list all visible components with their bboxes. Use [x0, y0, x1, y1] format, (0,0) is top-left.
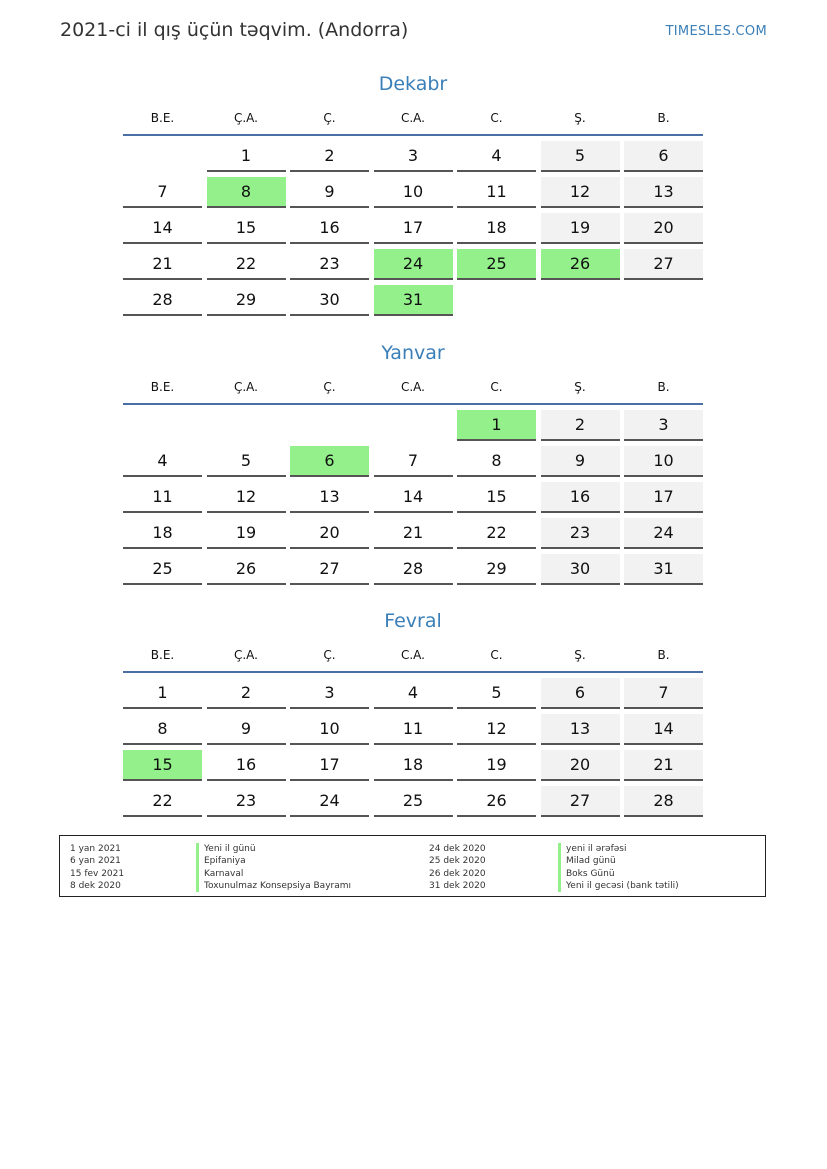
legend-holiday-name: Boks Günü [558, 868, 679, 880]
day-cell: 7 [624, 678, 703, 709]
page-title: 2021-ci il qış üçün təqvim. (Andorra) [60, 19, 409, 41]
day-cell: 20 [290, 518, 369, 549]
day-cell: 16 [290, 213, 369, 244]
legend-date: 6 yan 2021 [70, 856, 121, 867]
day-cell: 19 [457, 750, 536, 781]
weekday-label: C.A. [400, 111, 425, 125]
weekday-label: C.A. [400, 380, 425, 394]
day-cell: 13 [290, 482, 369, 513]
legend-dates-left [70, 843, 124, 892]
legend-date: 26 dek 2020 [429, 868, 486, 879]
legend-holiday-name: Yeni il gecəsi (bank tətili) [558, 880, 679, 892]
day-cell: 13 [624, 177, 703, 208]
day-cell: 2 [207, 678, 286, 709]
legend-names-right [558, 843, 679, 892]
weekday-label: B.E. [150, 380, 175, 394]
weekday-label: Ç. [323, 380, 336, 394]
day-cell: 12 [541, 177, 620, 208]
day-cell: 6 [624, 141, 703, 172]
day-cell: 4 [123, 446, 202, 477]
day-cell: 30 [541, 554, 620, 585]
brand-link[interactable]: TIMESLES.COM [665, 24, 767, 39]
day-cell: 14 [374, 482, 453, 513]
holiday-day-cell: 1 [457, 410, 536, 441]
day-cell: 18 [457, 213, 536, 244]
day-cell: 13 [541, 714, 620, 745]
day-cell: 4 [457, 141, 536, 172]
day-cell: 28 [374, 554, 453, 585]
weekday-label: Ç. [323, 111, 336, 125]
day-cell: 23 [207, 786, 286, 817]
day-cell: 21 [374, 518, 453, 549]
legend-holiday-name: Toxunulmaz Konsepsiya Bayramı [196, 880, 351, 892]
day-cell: 30 [290, 285, 369, 316]
day-cell: 10 [374, 177, 453, 208]
day-cell: 8 [123, 714, 202, 745]
month-january [123, 340, 703, 585]
weekday-header [123, 644, 703, 666]
day-cell: 14 [123, 213, 202, 244]
day-cell: 11 [374, 714, 453, 745]
empty-cell [374, 410, 453, 439]
day-cell: 18 [374, 750, 453, 781]
empty-cell [541, 285, 620, 314]
day-cell: 3 [374, 141, 453, 172]
day-cell: 15 [207, 213, 286, 244]
month-name: Fevral [384, 610, 442, 632]
day-cell: 26 [457, 786, 536, 817]
day-cell: 11 [123, 482, 202, 513]
day-cell: 14 [624, 714, 703, 745]
day-cell: 22 [123, 786, 202, 817]
month-december [123, 71, 703, 316]
day-cell: 21 [123, 249, 202, 280]
legend-holiday-name: Milad günü [558, 855, 679, 867]
holiday-day-cell: 6 [290, 446, 369, 477]
legend-date: 24 dek 2020 [429, 844, 486, 854]
day-cell: 18 [123, 518, 202, 549]
day-cell: 10 [290, 714, 369, 745]
weekday-label: Ç.A. [233, 380, 258, 394]
day-cell: 25 [123, 554, 202, 585]
day-cell: 23 [541, 518, 620, 549]
day-cell: 5 [541, 141, 620, 172]
empty-cell [457, 285, 536, 314]
weekday-label: Ş. [574, 111, 586, 125]
day-cell: 21 [624, 750, 703, 781]
holiday-day-cell: 25 [457, 249, 536, 280]
day-cell: 5 [457, 678, 536, 709]
day-cell: 4 [374, 678, 453, 709]
day-cell: 28 [123, 285, 202, 316]
day-cell: 11 [457, 177, 536, 208]
weekday-label: Ş. [574, 648, 586, 662]
legend-date: 1 yan 2021 [70, 844, 121, 854]
day-cell: 23 [290, 249, 369, 280]
weekday-label: Ç.A. [233, 648, 258, 662]
legend-dates-right [429, 843, 486, 892]
day-cell: 26 [207, 554, 286, 585]
day-grid [123, 141, 703, 316]
day-grid [123, 410, 703, 585]
legend-holiday-name: Epifaniya [196, 855, 351, 867]
header-rule [123, 671, 703, 673]
day-cell: 8 [457, 446, 536, 477]
day-cell: 9 [541, 446, 620, 477]
day-cell: 24 [624, 518, 703, 549]
day-cell: 12 [457, 714, 536, 745]
day-cell: 2 [541, 410, 620, 441]
day-cell: 22 [207, 249, 286, 280]
holiday-day-cell: 24 [374, 249, 453, 280]
day-cell: 27 [624, 249, 703, 280]
day-cell: 9 [290, 177, 369, 208]
legend-date: 15 fev 2021 [70, 868, 125, 879]
weekday-label: B. [657, 380, 670, 394]
month-february [123, 608, 703, 817]
day-cell: 9 [207, 714, 286, 745]
day-cell: 28 [624, 786, 703, 817]
day-cell: 19 [541, 213, 620, 244]
empty-cell [207, 410, 286, 439]
weekday-header [123, 376, 703, 398]
day-cell: 16 [207, 750, 286, 781]
day-cell: 12 [207, 482, 286, 513]
day-cell: 29 [457, 554, 536, 585]
holiday-day-cell: 31 [374, 285, 453, 316]
day-cell: 3 [624, 410, 703, 441]
day-cell: 25 [374, 786, 453, 817]
day-cell: 6 [541, 678, 620, 709]
day-cell: 17 [374, 213, 453, 244]
weekday-label: B. [657, 111, 670, 125]
day-cell: 3 [290, 678, 369, 709]
legend-holiday-name: Yeni il günü [196, 843, 351, 855]
empty-cell [123, 410, 202, 439]
legend-holiday-name: Karnaval [196, 868, 351, 880]
header-rule [123, 134, 703, 136]
day-cell: 7 [374, 446, 453, 477]
day-cell: 1 [123, 678, 202, 709]
weekday-label: C. [490, 111, 503, 125]
day-cell: 16 [541, 482, 620, 513]
day-cell: 20 [624, 213, 703, 244]
weekday-label: B.E. [150, 648, 175, 662]
day-cell: 17 [290, 750, 369, 781]
weekday-label: Ç. [323, 648, 336, 662]
day-cell: 2 [290, 141, 369, 172]
weekday-label: B. [657, 648, 670, 662]
weekday-label: B.E. [150, 111, 175, 125]
day-cell: 10 [624, 446, 703, 477]
holiday-legend [59, 835, 766, 897]
day-cell: 31 [624, 554, 703, 585]
day-cell: 24 [290, 786, 369, 817]
day-cell: 29 [207, 285, 286, 316]
empty-cell [290, 410, 369, 439]
day-cell: 27 [541, 786, 620, 817]
empty-cell [123, 141, 202, 170]
holiday-day-cell: 8 [207, 177, 286, 208]
legend-holiday-name: yeni il ərəfəsi [558, 843, 679, 855]
day-cell: 15 [457, 482, 536, 513]
day-cell: 5 [207, 446, 286, 477]
legend-date: 31 dek 2020 [429, 880, 486, 891]
weekday-label: Ş. [574, 380, 586, 394]
day-cell: 1 [207, 141, 286, 172]
day-cell: 20 [541, 750, 620, 781]
day-grid [123, 678, 703, 817]
month-name: Yanvar [381, 342, 445, 364]
day-cell: 22 [457, 518, 536, 549]
day-cell: 17 [624, 482, 703, 513]
empty-cell [624, 285, 703, 314]
weekday-label: C.A. [400, 648, 425, 662]
weekday-label: Ç.A. [233, 111, 258, 125]
day-cell: 7 [123, 177, 202, 208]
legend-date: 25 dek 2020 [429, 856, 486, 867]
header-rule [123, 403, 703, 405]
holiday-day-cell: 15 [123, 750, 202, 781]
weekday-header [123, 107, 703, 129]
weekday-label: C. [490, 380, 503, 394]
legend-date: 8 dek 2020 [70, 880, 121, 891]
legend-names-left [196, 843, 351, 892]
day-cell: 27 [290, 554, 369, 585]
weekday-label: C. [490, 648, 503, 662]
holiday-day-cell: 26 [541, 249, 620, 280]
day-cell: 19 [207, 518, 286, 549]
month-name: Dekabr [378, 73, 448, 95]
